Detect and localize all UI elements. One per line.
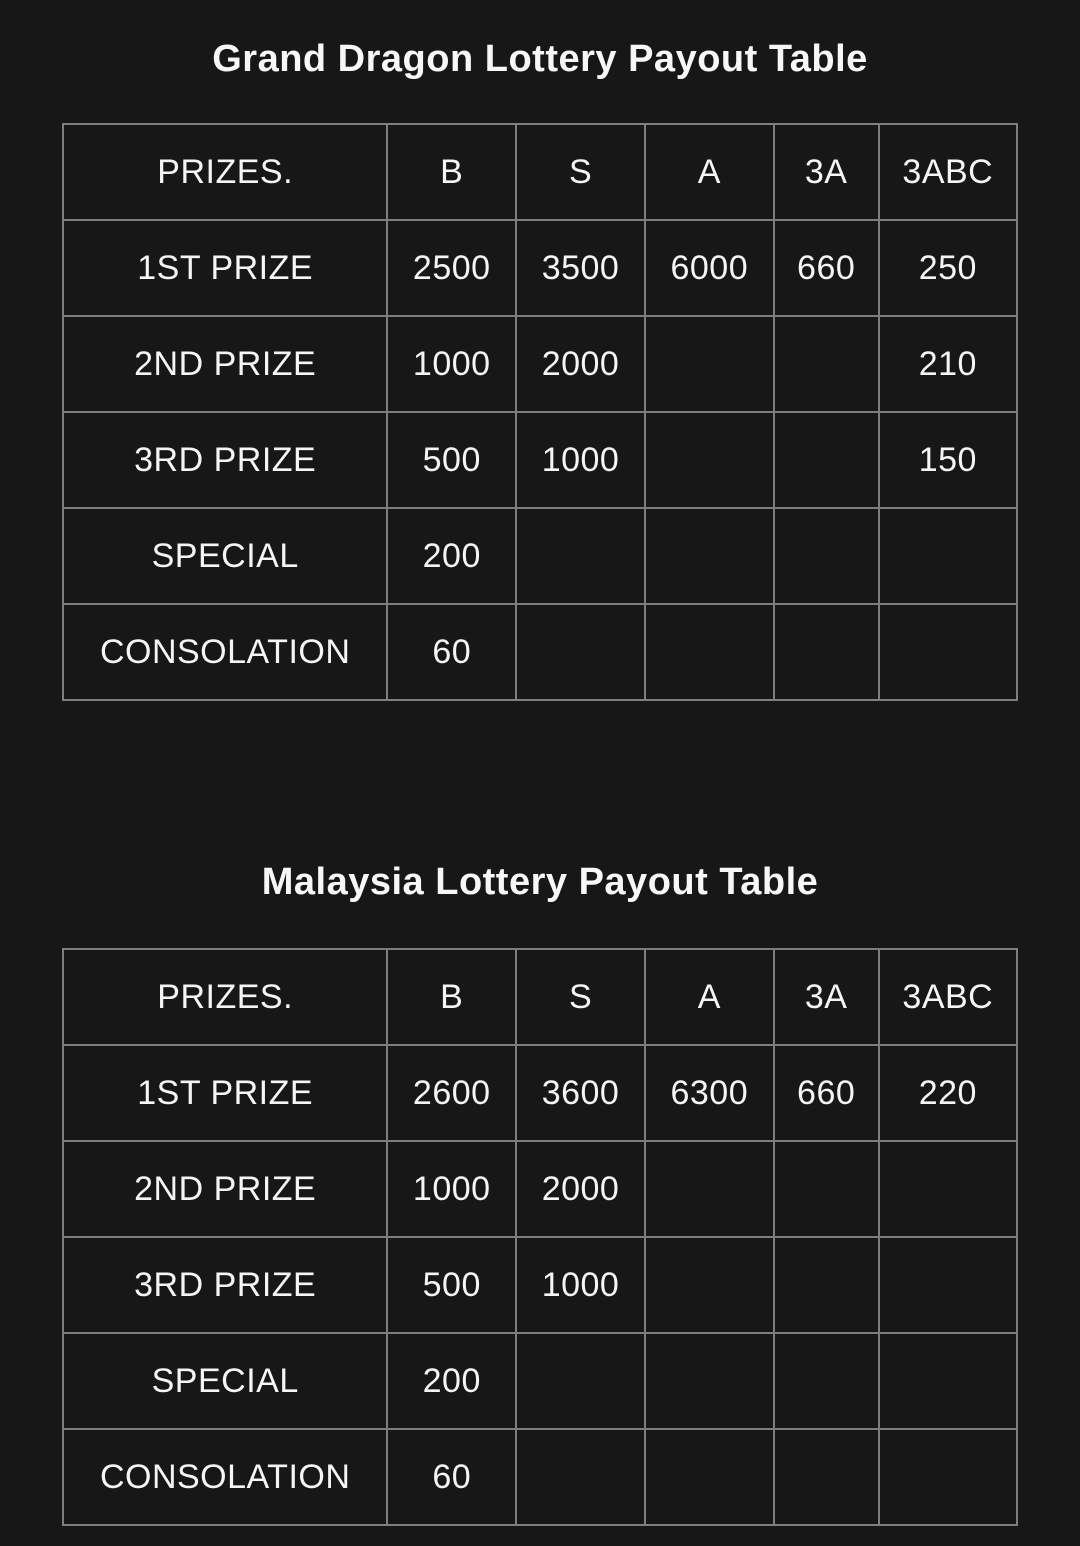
payout-value-cell: 6000 bbox=[645, 220, 774, 316]
payout-value-cell: 500 bbox=[387, 412, 516, 508]
table-row bbox=[63, 1429, 1017, 1525]
column-header: B bbox=[387, 949, 516, 1045]
payout-value-cell: 200 bbox=[387, 508, 516, 604]
empty-cell bbox=[879, 1141, 1017, 1237]
row-label: 2ND PRIZE bbox=[63, 1141, 387, 1237]
row-label: SPECIAL bbox=[63, 508, 387, 604]
empty-cell bbox=[516, 1333, 645, 1429]
table-row bbox=[63, 412, 1017, 508]
empty-cell bbox=[645, 1237, 774, 1333]
empty-cell bbox=[879, 508, 1017, 604]
payout-value-cell: 2600 bbox=[387, 1045, 516, 1141]
grand-dragon-payout-section bbox=[0, 0, 1080, 701]
payout-value-cell: 1000 bbox=[516, 1237, 645, 1333]
row-label: 3RD PRIZE bbox=[63, 1237, 387, 1333]
empty-cell bbox=[774, 508, 879, 604]
column-header: A bbox=[645, 949, 774, 1045]
row-label: 1ST PRIZE bbox=[63, 1045, 387, 1141]
payout-value-cell: 1000 bbox=[516, 412, 645, 508]
empty-cell bbox=[645, 1429, 774, 1525]
empty-cell bbox=[774, 1237, 879, 1333]
row-label: 2ND PRIZE bbox=[63, 316, 387, 412]
empty-cell bbox=[645, 508, 774, 604]
empty-cell bbox=[516, 508, 645, 604]
payout-value-cell: 200 bbox=[387, 1333, 516, 1429]
payout-value-cell: 60 bbox=[387, 604, 516, 700]
table-row bbox=[63, 1045, 1017, 1141]
table-row bbox=[63, 604, 1017, 700]
empty-cell bbox=[516, 1429, 645, 1525]
empty-cell bbox=[774, 1333, 879, 1429]
column-header: B bbox=[387, 124, 516, 220]
payout-value-cell: 3500 bbox=[516, 220, 645, 316]
empty-cell bbox=[879, 604, 1017, 700]
table-row bbox=[63, 1237, 1017, 1333]
payout-value-cell: 150 bbox=[879, 412, 1017, 508]
malaysia-payout-table bbox=[62, 948, 1018, 1526]
payout-value-cell: 1000 bbox=[387, 316, 516, 412]
empty-cell bbox=[645, 1141, 774, 1237]
payout-value-cell: 2500 bbox=[387, 220, 516, 316]
empty-cell bbox=[774, 1429, 879, 1525]
table-row bbox=[63, 1141, 1017, 1237]
column-header: 3A bbox=[774, 949, 879, 1045]
column-header: 3ABC bbox=[879, 124, 1017, 220]
empty-cell bbox=[516, 604, 645, 700]
column-header: 3A bbox=[774, 124, 879, 220]
column-header: A bbox=[645, 124, 774, 220]
row-label: CONSOLATION bbox=[63, 1429, 387, 1525]
table-row bbox=[63, 316, 1017, 412]
payout-value-cell: 60 bbox=[387, 1429, 516, 1525]
payout-value-cell: 220 bbox=[879, 1045, 1017, 1141]
header-row bbox=[63, 949, 1017, 1045]
payout-value-cell: 250 bbox=[879, 220, 1017, 316]
table-row bbox=[63, 220, 1017, 316]
table-row bbox=[63, 1333, 1017, 1429]
empty-cell bbox=[774, 412, 879, 508]
empty-cell bbox=[774, 316, 879, 412]
header-row bbox=[63, 124, 1017, 220]
grand-dragon-table-title: Grand Dragon Lottery Payout Table bbox=[212, 38, 868, 80]
empty-cell bbox=[774, 604, 879, 700]
column-header: PRIZES. bbox=[63, 949, 387, 1045]
table-row bbox=[63, 508, 1017, 604]
payout-value-cell: 660 bbox=[774, 1045, 879, 1141]
empty-cell bbox=[879, 1429, 1017, 1525]
empty-cell bbox=[879, 1237, 1017, 1333]
row-label: 1ST PRIZE bbox=[63, 220, 387, 316]
payout-value-cell: 2000 bbox=[516, 316, 645, 412]
empty-cell bbox=[645, 604, 774, 700]
column-header: S bbox=[516, 124, 645, 220]
row-label: SPECIAL bbox=[63, 1333, 387, 1429]
payout-value-cell: 500 bbox=[387, 1237, 516, 1333]
payout-value-cell: 1000 bbox=[387, 1141, 516, 1237]
malaysia-table-title: Malaysia Lottery Payout Table bbox=[261, 861, 819, 903]
column-header: 3ABC bbox=[879, 949, 1017, 1045]
payout-value-cell: 210 bbox=[879, 316, 1017, 412]
payout-value-cell: 6300 bbox=[645, 1045, 774, 1141]
empty-cell bbox=[645, 1333, 774, 1429]
empty-cell bbox=[645, 412, 774, 508]
grand-dragon-payout-table bbox=[62, 123, 1018, 701]
empty-cell bbox=[879, 1333, 1017, 1429]
row-label: CONSOLATION bbox=[63, 604, 387, 700]
payout-value-cell: 3600 bbox=[516, 1045, 645, 1141]
empty-cell bbox=[645, 316, 774, 412]
payout-value-cell: 2000 bbox=[516, 1141, 645, 1237]
column-header: S bbox=[516, 949, 645, 1045]
payout-value-cell: 660 bbox=[774, 220, 879, 316]
malaysia-payout-section bbox=[0, 701, 1080, 1526]
row-label: 3RD PRIZE bbox=[63, 412, 387, 508]
empty-cell bbox=[774, 1141, 879, 1237]
column-header: PRIZES. bbox=[63, 124, 387, 220]
